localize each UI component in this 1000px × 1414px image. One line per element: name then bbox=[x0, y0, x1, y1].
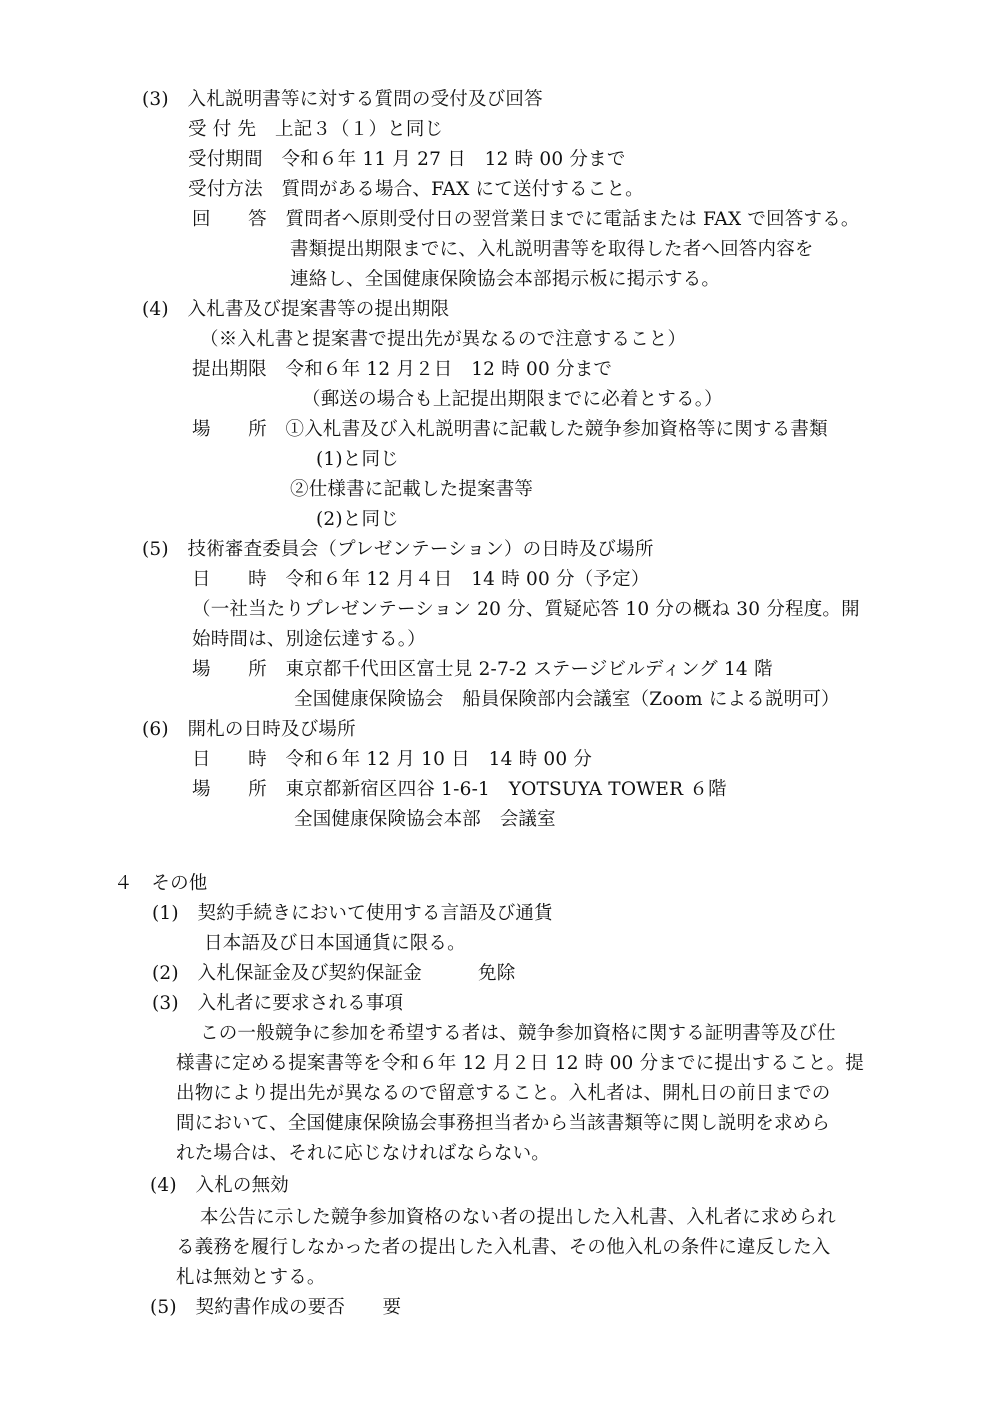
same-as-1-line: (1)と同じ bbox=[316, 449, 399, 470]
language-currency-line: 日本語及び日本国通貨に限る。 bbox=[204, 933, 466, 954]
requirements-paragraph-5: れた場合は、それに応じなければならない。 bbox=[176, 1143, 551, 1164]
opening-datetime-line: 日 時 令和６年 12 月 10 日 14 時 00 分 bbox=[192, 749, 593, 770]
presentation-room-line: 全国健康保険協会 船員保険部内会議室（Zoom による説明可） bbox=[294, 689, 840, 710]
invalid-bid-paragraph-2: る義務を履行しなかった者の提出した入札書、その他入札の条件に違反した入 bbox=[176, 1237, 831, 1258]
requirements-paragraph-1: この一般競争に参加を希望する者は、競争参加資格に関する証明書等及び仕 bbox=[200, 1023, 836, 1044]
answer-continuation-1: 書類提出期限までに、入札説明書等を取得した者へ回答内容を bbox=[290, 239, 814, 260]
section-4-5-line: (5) 契約書作成の要否 要 bbox=[150, 1297, 402, 1318]
opening-room-line: 全国健康保険協会本部 会議室 bbox=[294, 809, 556, 830]
invalid-bid-paragraph-1: 本公告に示した競争参加資格のない者の提出した入札書、入札者に求められ bbox=[200, 1207, 836, 1228]
section-4-2-line: (2) 入札保証金及び契約保証金 免除 bbox=[152, 963, 516, 984]
answer-continuation-2: 連絡し、全国健康保険協会本部掲示板に掲示する。 bbox=[290, 269, 721, 290]
answer-line: 回 答 質問者へ原則受付日の翌営業日までに電話または FAX で回答する。 bbox=[192, 209, 860, 230]
requirements-paragraph-3: 出物により提出先が異なるので留意すること。入札者は、開札日の前日までの bbox=[176, 1083, 831, 1104]
reception-period-line: 受付期間 令和６年 11 月 27 日 12 時 00 分まで bbox=[188, 149, 626, 170]
section-4-3-heading: (3) 入札者に要求される事項 bbox=[152, 993, 404, 1014]
presentation-note-1: （一社当たりプレゼンテーション 20 分、質疑応答 10 分の概ね 30 分程度。開 bbox=[192, 599, 860, 620]
section-4-4-heading: (4) 入札の無効 bbox=[150, 1175, 290, 1196]
submission-deadline-line: 提出期限 令和６年 12 月２日 12 時 00 分まで bbox=[192, 359, 613, 380]
opening-place-line: 場 所 東京都新宿区四谷 1-6-1 YOTSUYA TOWER ６階 bbox=[192, 779, 727, 800]
reception-method-line: 受付方法 質問がある場合、FAX にて送付すること。 bbox=[188, 179, 644, 200]
section-3-4-heading: (4) 入札書及び提案書等の提出期限 bbox=[142, 299, 450, 320]
section-4-1-heading: (1) 契約手続きにおいて使用する言語及び通貨 bbox=[152, 903, 553, 924]
invalid-bid-paragraph-3: 札は無効とする。 bbox=[176, 1267, 326, 1288]
section-4-heading: ４ その他 bbox=[114, 873, 208, 894]
section-3-6-heading: (6) 開札の日時及び場所 bbox=[142, 719, 356, 740]
submission-note: （※入札書と提案書で提出先が異なるので注意すること） bbox=[200, 329, 687, 350]
presentation-datetime-line: 日 時 令和６年 12 月４日 14 時 00 分（予定） bbox=[192, 569, 650, 590]
section-3-3-heading: (3) 入札説明書等に対する質問の受付及び回答 bbox=[142, 89, 543, 110]
presentation-place-line: 場 所 東京都千代田区富士見 2-7-2 ステージビルディング 14 階 bbox=[192, 659, 773, 680]
presentation-note-2: 始時間は、別途伝達する。） bbox=[192, 629, 426, 650]
requirements-paragraph-2: 様書に定める提案書等を令和６年 12 月２日 12 時 00 分までに提出すること。提 bbox=[176, 1053, 865, 1074]
specification-proposal-line: ②仕様書に記載した提案書等 bbox=[290, 479, 534, 500]
same-as-2-line: (2)と同じ bbox=[316, 509, 399, 530]
reception-destination-line: 受 付 先 上記３（１）と同じ bbox=[188, 119, 444, 140]
section-3-5-heading: (5) 技術審査委員会（プレゼンテーション）の日時及び場所 bbox=[142, 539, 654, 560]
submission-place-line: 場 所 ①入札書及び入札説明書に記載した競争参加資格等に関する書類 bbox=[192, 419, 828, 440]
requirements-paragraph-4: 間において、全国健康保険協会事務担当者から当該書類等に関し説明を求めら bbox=[176, 1113, 831, 1134]
mail-deadline-note: （郵送の場合も上記提出期限までに必着とする。） bbox=[302, 389, 723, 410]
